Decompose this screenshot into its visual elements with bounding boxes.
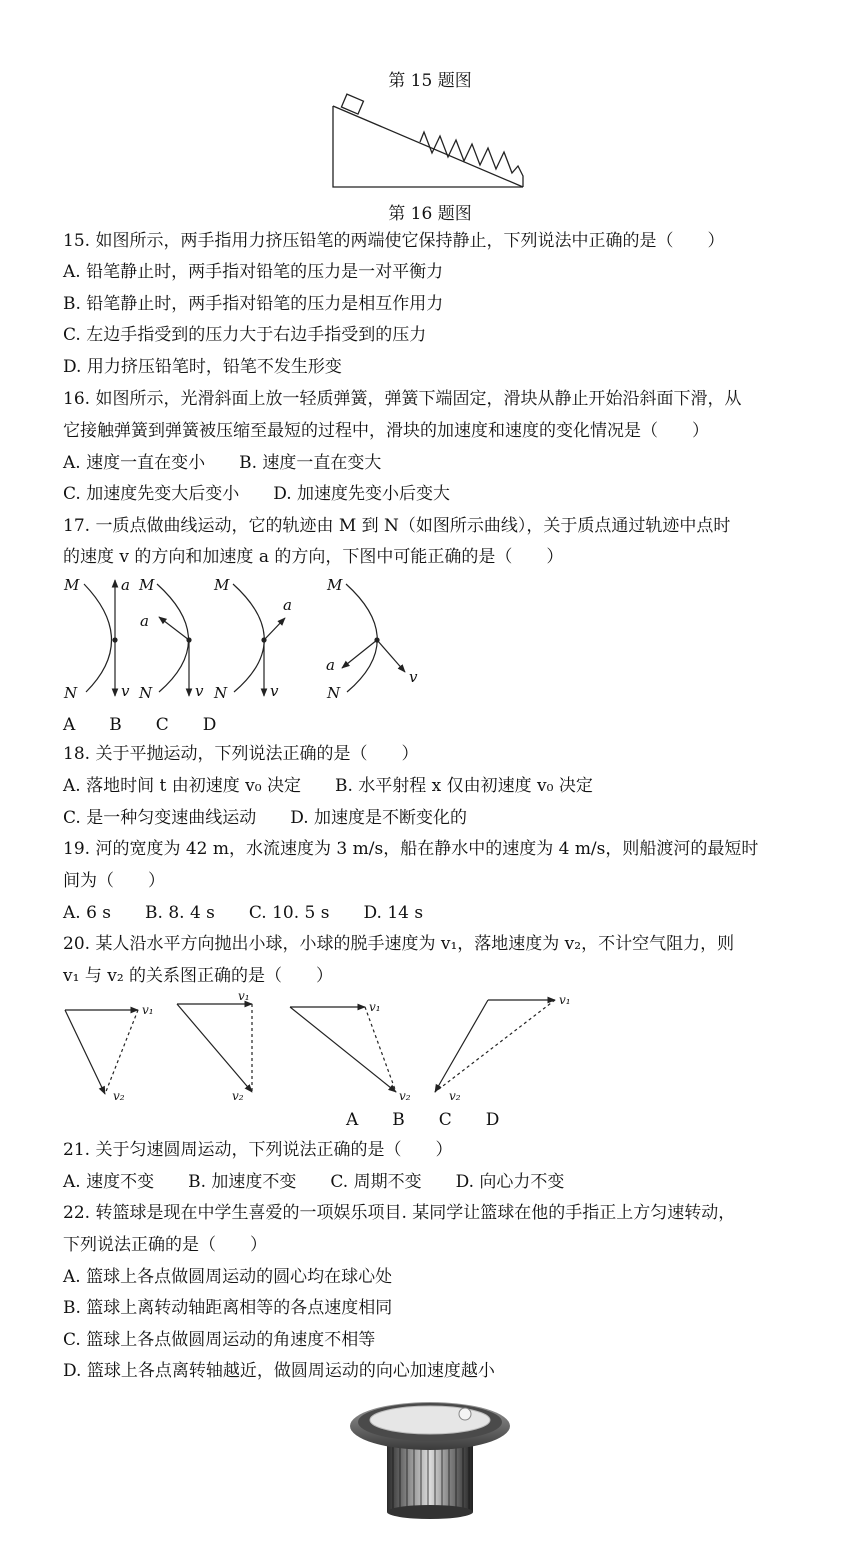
label-d-m: M: [327, 576, 343, 594]
label-b-n: N: [139, 684, 153, 702]
q15-stem: 15. 如图所示，两手指用力挤压铅笔的两端使它保持静止，下列说法中正确的是（ ）: [63, 231, 725, 251]
spring: [420, 132, 523, 187]
arrow-d-v: [377, 640, 405, 672]
label-d-n: N: [327, 684, 341, 702]
label-d-a: a: [326, 656, 335, 674]
vector-a-dv: [105, 1010, 138, 1094]
label-c-n: N: [214, 684, 228, 702]
q15-option-b: B. 铅笔静止时，两手指对铅笔的压力是相互作用力: [63, 294, 444, 314]
coin: [459, 1408, 471, 1420]
q15-option-c: C. 左边手指受到的压力大于右边手指受到的压力: [63, 325, 427, 345]
label-b-m: M: [139, 576, 155, 594]
vector-b-v2: [177, 1004, 252, 1092]
label-a-a: a: [121, 576, 130, 594]
fig16-caption: 第 16 题图: [388, 204, 472, 224]
q18-options-cd: C. 是一种匀变速曲线运动 D. 加速度是不断变化的: [63, 808, 468, 828]
vector-d-v2: [435, 1000, 488, 1092]
q17-stem-1: 17. 一质点做曲线运动，它的轨迹由 M 到 N（如图所示曲线），关于质点通过轨迹中点时: [63, 516, 731, 536]
arrow-d-a: [342, 640, 377, 668]
label-d-v1: v₁: [559, 993, 571, 1007]
label-c-v: v: [270, 682, 279, 700]
label-c-m: M: [214, 576, 230, 594]
q16-stem-2: 它接触弹簧到弹簧被压缩至最短的过程中，滑块的加速度和速度的变化情况是（ ）: [63, 421, 709, 441]
q19-stem-1: 19. 河的宽度为 42 m，水流速度为 3 m/s，船在静水中的速度为 4 m/s，则船渡河的最短时: [63, 839, 759, 859]
vector-c-v2: [290, 1007, 396, 1092]
label-c-a: a: [283, 596, 292, 614]
q18-options-ab: A. 落地时间 t 由初速度 v₀ 决定 B. 水平射程 x 仅由初速度 v₀ 决定: [63, 776, 593, 796]
turntable-image: [345, 1392, 515, 1522]
q22-stem-2: 下列说法正确的是（ ）: [63, 1235, 267, 1255]
q20-stem-1: 20. 某人沿水平方向抛出小球，小球的脱手速度为 v₁，落地速度为 v₂，不计空气阻力，则: [63, 934, 735, 954]
trajectory-d: [346, 584, 377, 692]
vector-d-dv: [435, 1000, 555, 1092]
trajectory-figures: [60, 570, 430, 705]
label-b-v1: v₁: [238, 989, 250, 1003]
q17-stem-2: 的速度 v 的方向和加速度 a 的方向，下图中可能正确的是（ ）: [63, 547, 564, 567]
velocity-vector-figures: [55, 988, 595, 1108]
q21-stem: 21. 关于匀速圆周运动，下列说法正确的是（ ）: [63, 1140, 453, 1160]
q20-option-letters: A B C D: [346, 1110, 500, 1130]
trajectory-c: [233, 584, 264, 692]
incline-surface: [333, 106, 523, 187]
q19-stem-2: 间为（ ）: [63, 871, 165, 891]
incline-spring-figure: [320, 92, 540, 192]
q20-stem-2: v₁ 与 v₂ 的关系图正确的是（ ）: [63, 966, 334, 986]
q18-stem: 18. 关于平抛运动，下列说法正确的是（ ）: [63, 744, 419, 764]
fig15-caption: 第 15 题图: [388, 71, 472, 91]
q22-option-c: C. 篮球上各点做圆周运动的角速度不相等: [63, 1330, 376, 1350]
label-b-v2: v₂: [232, 1089, 244, 1103]
label-a-m: M: [64, 576, 80, 594]
label-a-n: N: [64, 684, 78, 702]
turntable-disk: [370, 1406, 490, 1434]
label-d-v: v: [409, 668, 418, 686]
q19-options: A. 6 s B. 8. 4 s C. 10. 5 s D. 14 s: [63, 903, 424, 923]
label-a-v2: v₂: [113, 1089, 125, 1103]
q17-option-letters: A B C D: [63, 715, 217, 735]
q21-options: A. 速度不变 B. 加速度不变 C. 周期不变 D. 向心力不变: [63, 1172, 565, 1192]
label-b-a: a: [140, 612, 149, 630]
q15-option-a: A. 铅笔静止时，两手指对铅笔的压力是一对平衡力: [63, 262, 444, 282]
label-d-v2: v₂: [449, 1089, 461, 1103]
q16-stem-1: 16. 如图所示，光滑斜面上放一轻质弹簧，弹簧下端固定，滑块从静止开始沿斜面下滑，从: [63, 389, 742, 409]
q22-stem-1: 22. 转篮球是现在中学生喜爱的一项娱乐项目. 某同学让篮球在他的手指正上方匀速转动，: [63, 1203, 736, 1223]
label-a-v1: v₁: [142, 1003, 154, 1017]
label-a-v: v: [121, 682, 130, 700]
q16-options-ab: A. 速度一直在变小 B. 速度一直在变大: [63, 453, 382, 473]
label-c-v1: v₁: [369, 1000, 381, 1014]
trajectory-a: [84, 584, 112, 692]
label-b-v: v: [195, 682, 204, 700]
label-c-v2: v₂: [399, 1089, 411, 1103]
q15-option-d: D. 用力挤压铅笔时，铅笔不发生形变: [63, 357, 342, 377]
trajectory-b: [157, 584, 189, 692]
arrow-c-a: [264, 618, 285, 640]
vector-a-v2: [65, 1010, 105, 1094]
q22-option-b: B. 篮球上离转动轴距离相等的各点速度相同: [63, 1298, 393, 1318]
q22-option-d: D. 篮球上各点离转轴越近，做圆周运动的向心加速度越小: [63, 1361, 495, 1381]
q16-options-cd: C. 加速度先变大后变小 D. 加速度先变小后变大: [63, 484, 451, 504]
q22-option-a: A. 篮球上各点做圆周运动的圆心均在球心处: [63, 1267, 393, 1287]
